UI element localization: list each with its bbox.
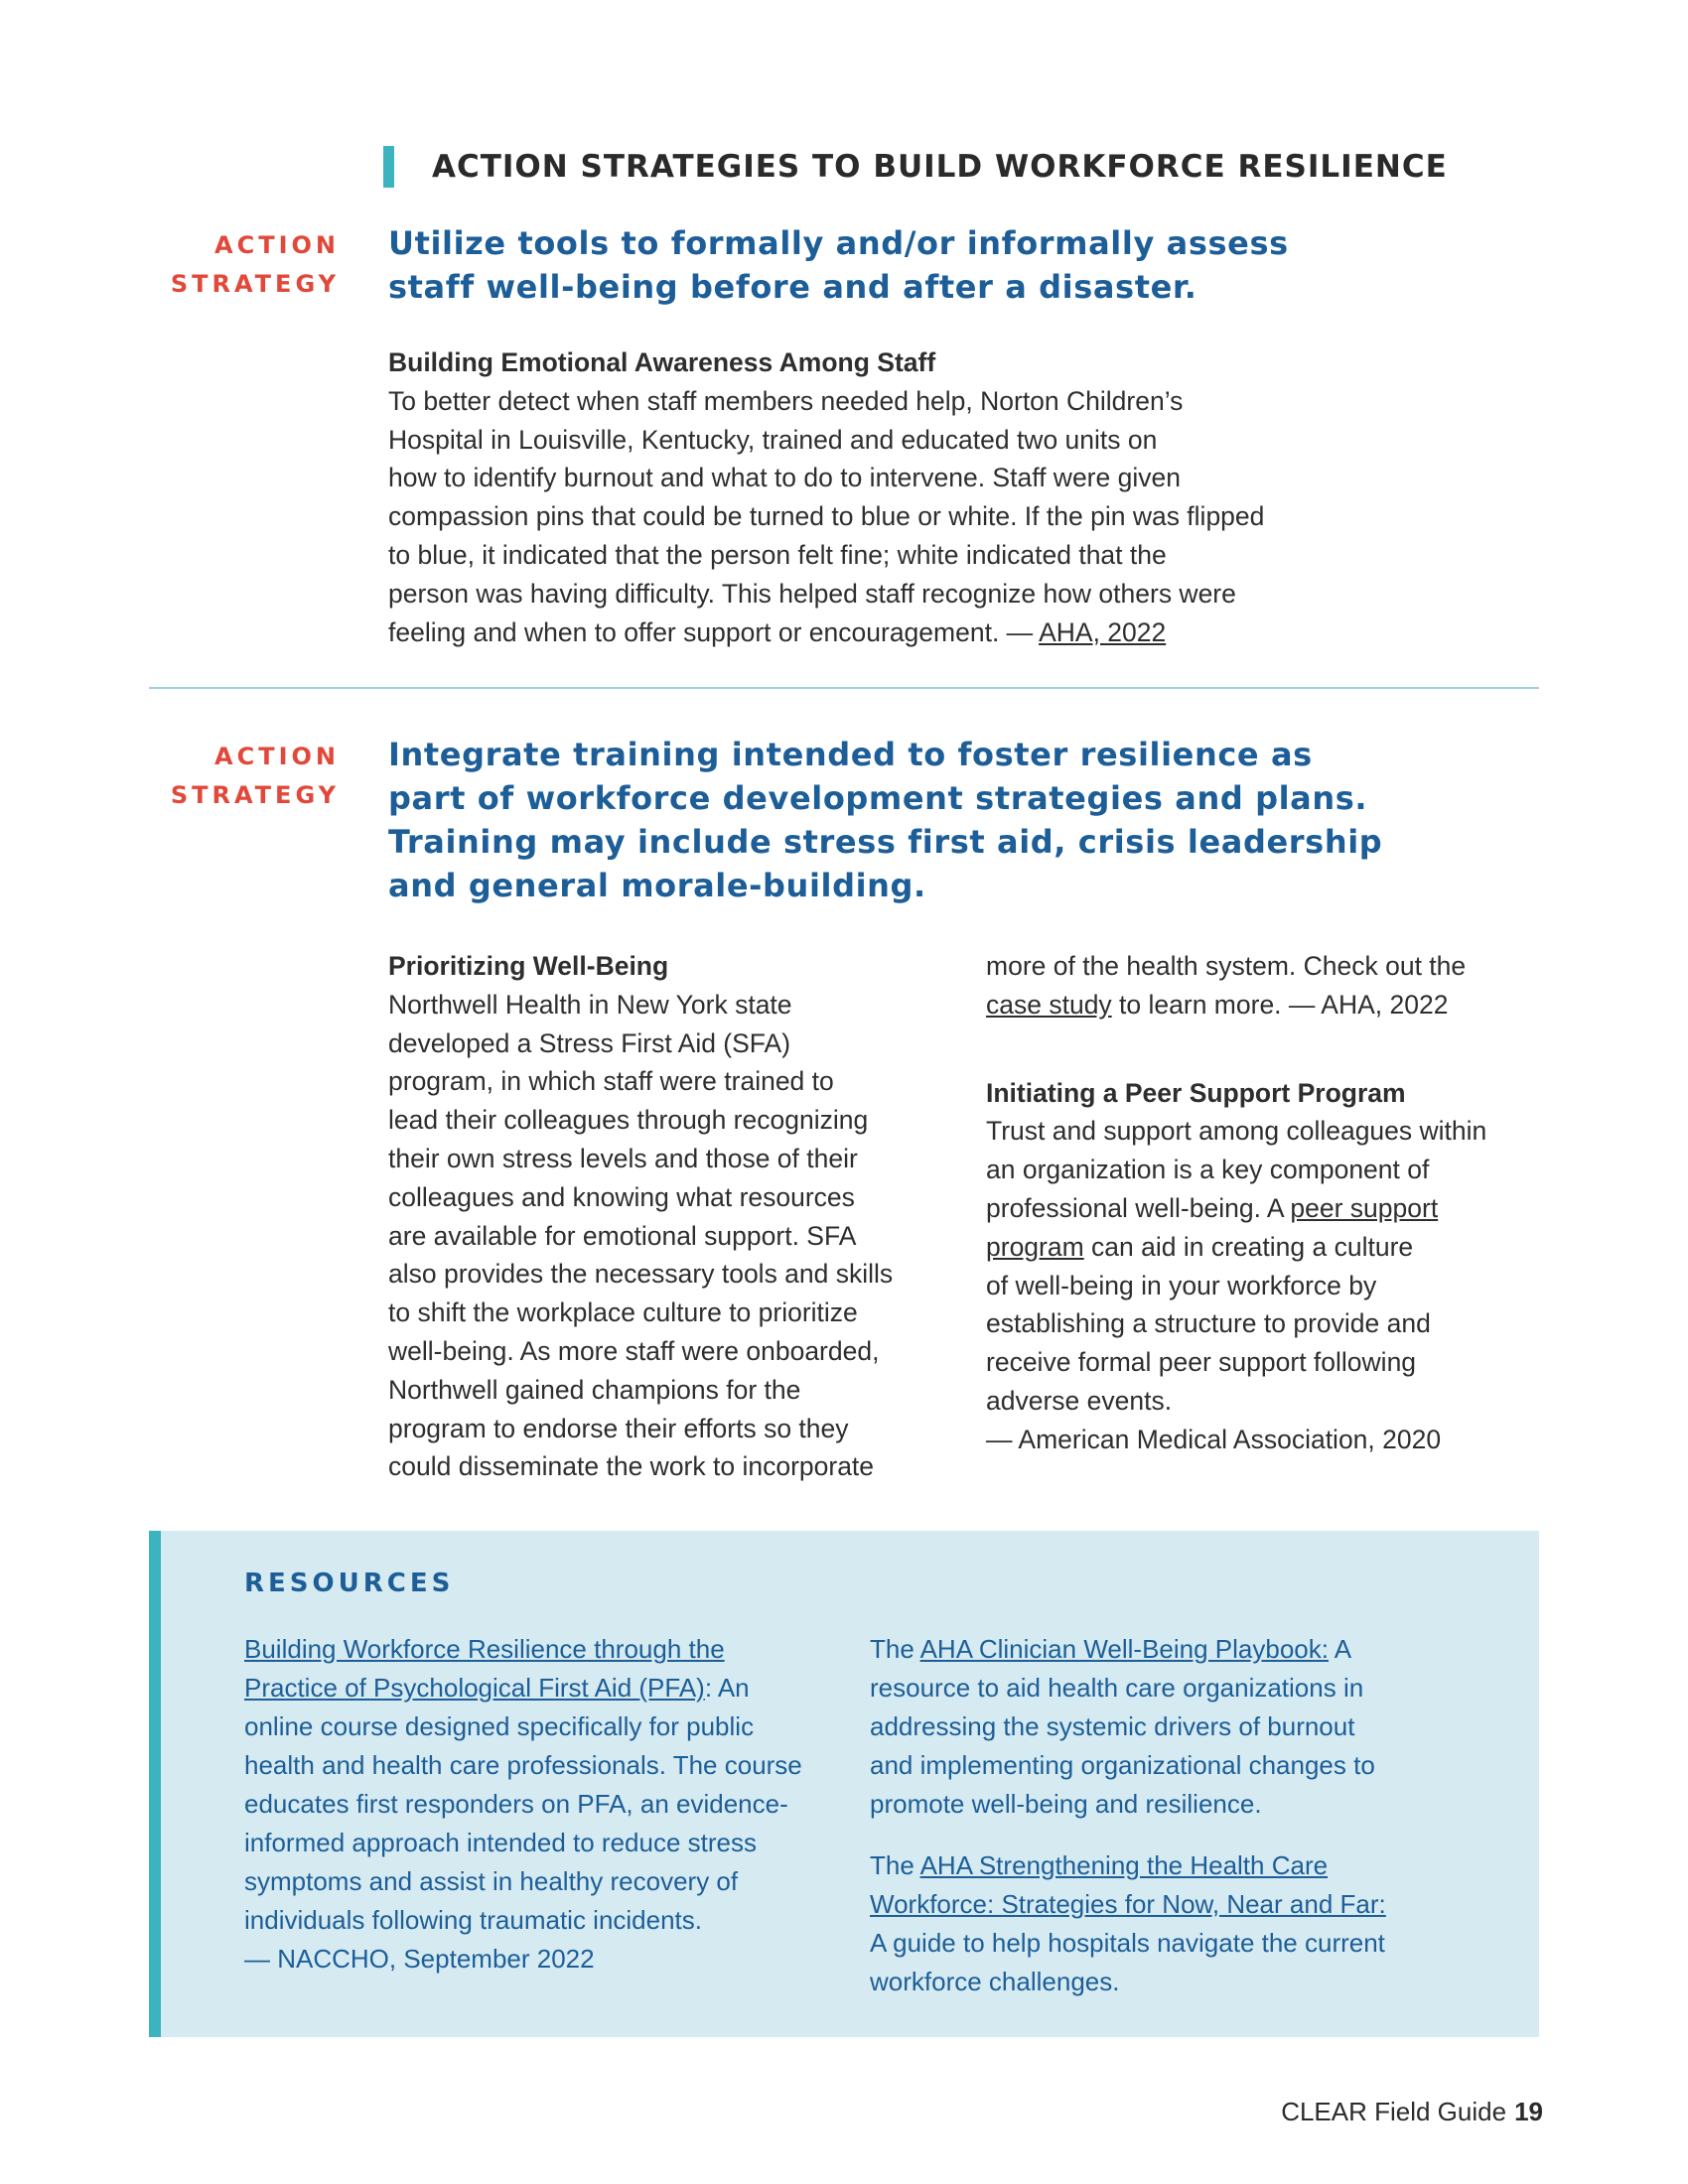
strategy-heading-line: part of workforce development strategies and plans. xyxy=(388,779,1368,817)
resource-line: online course designed specifically for public xyxy=(244,1711,755,1741)
resource-line: educates first responders on PFA, an evidence- xyxy=(244,1789,788,1819)
resource-line: addressing the systemic drivers of burnout xyxy=(870,1711,1355,1741)
page-footer xyxy=(1281,2097,1543,2127)
pfa-course-link[interactable]: Building Workforce Resilience through the xyxy=(244,1634,725,1664)
strategy-heading-line: Utilize tools to formally and/or informally assess xyxy=(388,224,1289,262)
paragraph-line: of well-being in your workforce by xyxy=(986,1270,1377,1300)
strengthening-workforce-link[interactable]: AHA Strengthening the Health Care xyxy=(919,1850,1329,1880)
citation: — American Medical Association, 2020 xyxy=(986,1424,1442,1454)
paragraph-line: to blue, it indicated that the person felt fine; white indicated that the xyxy=(388,539,1167,570)
peer-support-link[interactable]: program xyxy=(986,1231,1084,1262)
paragraph-line: colleagues and knowing what resources xyxy=(388,1181,855,1212)
paragraph-line: establishing a structure to provide and xyxy=(986,1308,1431,1339)
paragraph-line: an organization is a key component of xyxy=(986,1155,1430,1185)
resource-line: resource to aid health care organizations in xyxy=(870,1673,1364,1703)
section-divider xyxy=(149,687,1539,689)
paragraph-line: Trust and support among colleagues within xyxy=(986,1116,1487,1147)
resource-line: individuals following traumatic incidents. xyxy=(244,1905,703,1935)
strategy-heading-line: Integrate training intended to foster resilience as xyxy=(388,736,1313,773)
spacer xyxy=(870,1824,1386,1846)
paragraph-line: how to identify burnout and what to do to intervene. Staff were given xyxy=(388,463,1181,493)
strategy-heading xyxy=(388,733,1421,907)
resource-line: promote well-being and resilience. xyxy=(870,1789,1262,1819)
paragraph-line: receive formal peer support following xyxy=(986,1347,1417,1378)
resource-line: A guide to help hospitals navigate the current xyxy=(870,1928,1385,1958)
resource-left: Building Workforce Resilience through the Practice of Psychological First Aid (PFA): An online course designed specifically for public health and health care professionals. The course educates first responders on PFA, an evidence- informed approach intended to reduce stress symptoms and assist in healthy recovery of individuals following traumatic incidents. — NACCHO, September 2022 xyxy=(244,1630,802,1979)
aha-2022-link[interactable]: AHA, 2022 xyxy=(1039,616,1167,647)
subheading: Building Emotional Awareness Among Staff xyxy=(388,347,936,377)
paragraph-line: case study to learn more. — AHA, 2022 xyxy=(986,989,1449,1020)
paragraph-line: developed a Stress First Aid (SFA) xyxy=(388,1027,791,1058)
resource-line: and implementing organizational changes to xyxy=(870,1750,1375,1780)
paragraph-line: their own stress levels and those of their xyxy=(388,1143,858,1173)
paragraph-line: Hospital in Louisville, Kentucky, trained and educated two units on xyxy=(388,424,1158,455)
pfa-course-link[interactable]: Practice of Psychological First Aid (PFA) xyxy=(244,1673,705,1703)
guide-name: CLEAR Field Guide xyxy=(1281,2097,1507,2126)
paragraph-line: feeling and when to offer support or encouragement. — AHA, 2022 xyxy=(388,616,1167,647)
paragraph-line: well-being. As more staff were onboarded, xyxy=(388,1335,880,1366)
paragraph-line: Northwell gained champions for the xyxy=(388,1374,801,1405)
paragraph-line: program to endorse their efforts so they xyxy=(388,1413,849,1443)
action-strategy-label: ACTION STRATEGY xyxy=(170,743,340,809)
peer-support-link[interactable]: peer support xyxy=(1290,1192,1439,1223)
spacer xyxy=(986,1024,1486,1074)
strategy1-body xyxy=(388,343,1264,651)
strategy-heading-line: staff well-being before and after a disaster. xyxy=(388,268,1197,306)
strengthening-workforce-link[interactable]: Workforce: Strategies for Now, Near and Far: xyxy=(870,1889,1386,1919)
resource-line: — NACCHO, September 2022 xyxy=(244,1944,595,1974)
paragraph-line: are available for emotional support. SFA xyxy=(388,1220,857,1251)
subheading: Initiating a Peer Support Program xyxy=(986,1077,1406,1108)
strategy-heading xyxy=(388,221,1421,309)
paragraph-line: more of the health system. Check out the xyxy=(986,951,1467,981)
paragraph-line: could disseminate the work to incorporate xyxy=(388,1451,875,1482)
resource-line: health and health care professionals. The course xyxy=(244,1750,802,1780)
playbook-link[interactable]: AHA Clinician Well-Being Playbook: xyxy=(919,1634,1329,1664)
page-number: 19 xyxy=(1514,2097,1543,2126)
strategy2-left-column xyxy=(388,947,893,1486)
resource-right: The AHA Clinician Well-Being Playbook: A resource to aid health care organizations in addressing the systemic drivers of burnout and implementing organizational changes to promote well-being and resilience. The AHA Strengthening the Health Care Workforce: Strategies for Now, Near and Far: A guide to help hospitals navigate the current workforce challenges. xyxy=(870,1630,1386,2001)
case-study-link[interactable]: case study xyxy=(986,989,1112,1020)
paragraph-line: to shift the workplace culture to prioritize xyxy=(388,1297,858,1328)
subheading: Prioritizing Well-Being xyxy=(388,951,669,981)
accent-bar xyxy=(383,146,394,188)
resource-line: workforce challenges. xyxy=(870,1967,1120,1996)
section-title: ACTION STRATEGIES TO BUILD WORKFORCE RESILIENCE xyxy=(432,149,1448,185)
resources-title: RESOURCES xyxy=(244,1569,455,1598)
resource-line: symptoms and assist in healthy recovery of xyxy=(244,1866,739,1896)
action-strategy-label: ACTION STRATEGY xyxy=(170,231,340,298)
paragraph-line: professional well-being. A peer support xyxy=(986,1192,1439,1223)
paragraph-line: program, in which staff were trained to xyxy=(388,1066,834,1097)
strategy2-right-column xyxy=(986,947,1486,1459)
paragraph-line: also provides the necessary tools and skills xyxy=(388,1259,894,1290)
paragraph-line: Northwell Health in New York state xyxy=(388,989,792,1020)
paragraph-line: compassion pins that could be turned to blue or white. If the pin was flipped xyxy=(388,501,1265,532)
strategy-heading-line: Training may include stress first aid, crisis leadership xyxy=(388,823,1383,861)
paragraph-line: adverse events. xyxy=(986,1385,1173,1416)
resource-line: informed approach intended to reduce stress xyxy=(244,1828,757,1857)
paragraph-line: program can aid in creating a culture xyxy=(986,1231,1414,1262)
paragraph-line: lead their colleagues through recognizing xyxy=(388,1105,869,1136)
strategy-heading-line: and general morale-building. xyxy=(388,867,926,904)
paragraph-line: To better detect when staff members needed help, Norton Children’s xyxy=(388,385,1184,416)
section-header xyxy=(383,145,1448,189)
paragraph-line: person was having difficulty. This helped staff recognize how others were xyxy=(388,578,1236,609)
